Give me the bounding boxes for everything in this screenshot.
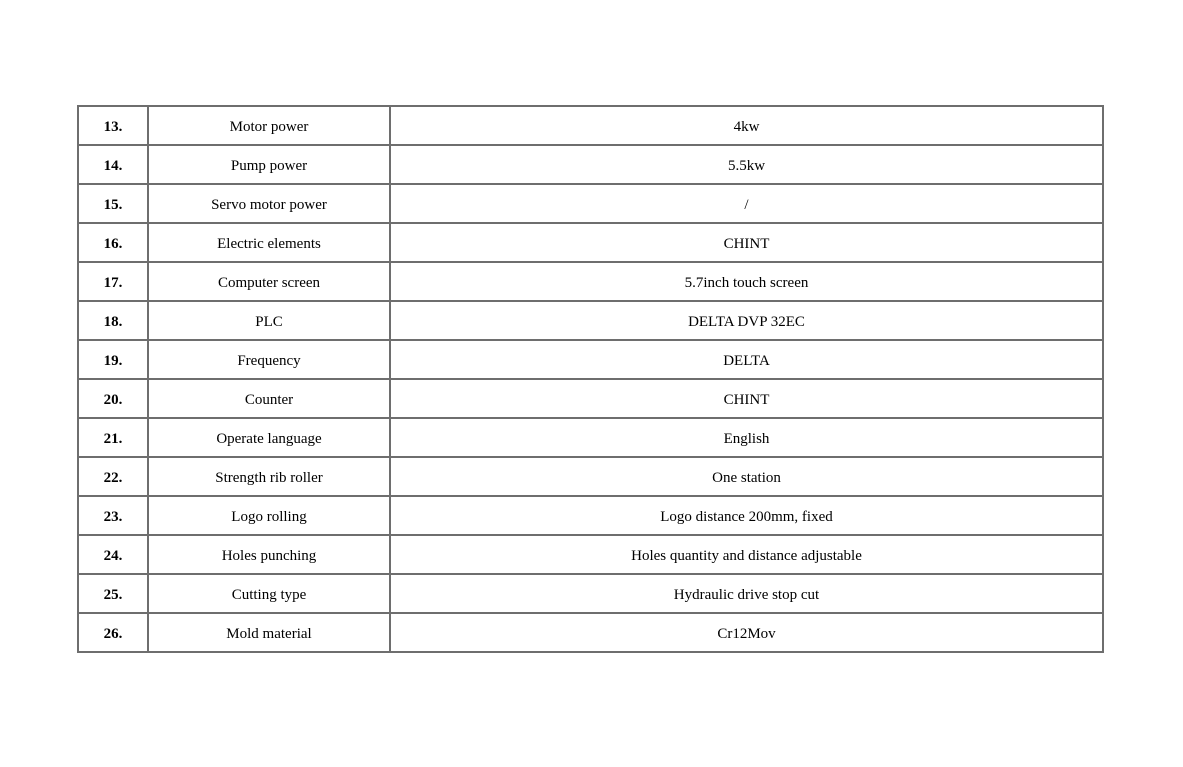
spec-value: 5.7inch touch screen [390,262,1103,301]
spec-name: Counter [148,379,390,418]
table-row [78,418,1103,457]
row-number: 22. [78,457,148,496]
spec-value: Cr12Mov [390,613,1103,652]
spec-name: Strength rib roller [148,457,390,496]
spec-value: DELTA DVP 32EC [390,301,1103,340]
table-row [78,145,1103,184]
row-number: 13. [78,106,148,145]
table-row [78,535,1103,574]
row-number: 18. [78,301,148,340]
table-row [78,340,1103,379]
table-row [78,379,1103,418]
spec-name: Electric elements [148,223,390,262]
spec-name: Logo rolling [148,496,390,535]
row-number: 20. [78,379,148,418]
spec-name: Cutting type [148,574,390,613]
row-number: 15. [78,184,148,223]
spec-value: Hydraulic drive stop cut [390,574,1103,613]
table-row [78,457,1103,496]
row-number: 25. [78,574,148,613]
spec-value: 4kw [390,106,1103,145]
row-number: 23. [78,496,148,535]
spec-value: Holes quantity and distance adjustable [390,535,1103,574]
spec-name: Motor power [148,106,390,145]
spec-name: PLC [148,301,390,340]
spec-value: / [390,184,1103,223]
row-number: 19. [78,340,148,379]
row-number: 21. [78,418,148,457]
spec-value: CHINT [390,223,1103,262]
spec-table [77,105,1104,653]
table-row [78,574,1103,613]
spec-value: 5.5kw [390,145,1103,184]
spec-value: English [390,418,1103,457]
spec-name: Computer screen [148,262,390,301]
table-row [78,106,1103,145]
spec-name: Frequency [148,340,390,379]
row-number: 24. [78,535,148,574]
spec-name: Operate language [148,418,390,457]
row-number: 14. [78,145,148,184]
row-number: 16. [78,223,148,262]
table-row [78,613,1103,652]
spec-name: Servo motor power [148,184,390,223]
spec-value: Logo distance 200mm, fixed [390,496,1103,535]
table-row [78,223,1103,262]
table-row [78,184,1103,223]
spec-name: Holes punching [148,535,390,574]
table-row [78,496,1103,535]
spec-value: CHINT [390,379,1103,418]
row-number: 17. [78,262,148,301]
spec-name: Mold material [148,613,390,652]
table-row [78,262,1103,301]
row-number: 26. [78,613,148,652]
spec-value: One station [390,457,1103,496]
spec-value: DELTA [390,340,1103,379]
table-row [78,301,1103,340]
spec-name: Pump power [148,145,390,184]
